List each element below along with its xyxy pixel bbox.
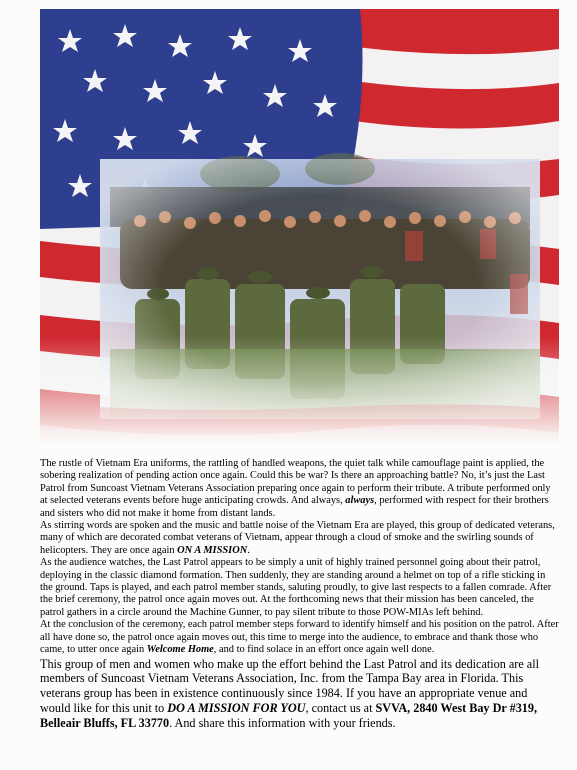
article-paragraph — [40, 557, 560, 619]
emphasis-text: DO A MISSION FOR YOU — [167, 700, 306, 715]
article-paragraph — [40, 619, 560, 656]
hero-image — [40, 9, 559, 445]
body-text: . — [247, 544, 250, 556]
article-paragraph — [40, 520, 560, 557]
body-text: As the audience watches, the Last Patrol appears to be simply a unit of highly trained personnel going about their patrol, deploying in the classic diamond formation. Then suddenly, they are standing around a helmet on top of a rifle sticking in the ground. Taps is played, and each patrol member stands, saluting proudly, to give last respects to a fallen comrade. After the brief ceremony, the patrol once again moves out. At the forthcoming news that their mission has been canceled, the patrol gathers in a circle around the Machine Gunner, to pay silent tribute to those POW-MIAs left behind. — [40, 557, 552, 618]
emphasis-text: ON A MISSION — [177, 544, 248, 556]
body-text: , performed with respect for their brothers and sisters who did not make it home from distant lands. — [40, 495, 549, 519]
emphasis-text: Welcome Home — [146, 644, 214, 656]
body-text: At the conclusion of the ceremony, each patrol member steps forward to identify himself and his position on the patrol. After all have done so, the patrol once again moves out, this time to merge into the audience, to embrace and thank those who came, to utter once again — [40, 619, 559, 656]
body-text: , contact us at — [305, 700, 376, 715]
article-paragraph — [40, 657, 560, 731]
flag-with-veterans-photo-icon — [40, 9, 559, 445]
body-text: This group of men and women who make up the effort behind the Last Patrol and its dedication are all members of Suncoast Vietnam Veterans Association, Inc. from the Tampa Bay area in Florida. This veterans group has been in existence continuously since 1984. If you have an appropriate venue and would like for this unit to — [40, 656, 539, 715]
body-text: . And share this information with your friends. — [169, 715, 396, 730]
article-body — [40, 458, 560, 730]
body-text: The rustle of Vietnam Era uniforms, the rattling of handled weapons, the quiet talk while camouflage paint is applied, the sobering realization of pending action once again. Could this be war? Is there an approaching battle? No, it’s just the Last Patrol from Suncoast Vietnam Veterans Association preparing once again to perform their tribute. A tribute performed only at selected veterans events before huge anticipating crowds. And always, — [40, 458, 551, 507]
body-text: , and to find solace in an effort once again well done. — [213, 644, 435, 656]
article-paragraph — [40, 458, 560, 520]
bold-text: SVVA, 2840 West Bay Dr #319, Belleair Bluffs, FL 33770 — [40, 700, 538, 730]
emphasis-text: always — [345, 495, 375, 507]
body-text: As stirring words are spoken and the music and battle noise of the Vietnam Era are played, this group of dedicated veterans, many of which are decorated combat veterans of Vietnam, appear through a cloud of smoke and the swirling sounds of helicopters. They are once again — [40, 520, 555, 556]
